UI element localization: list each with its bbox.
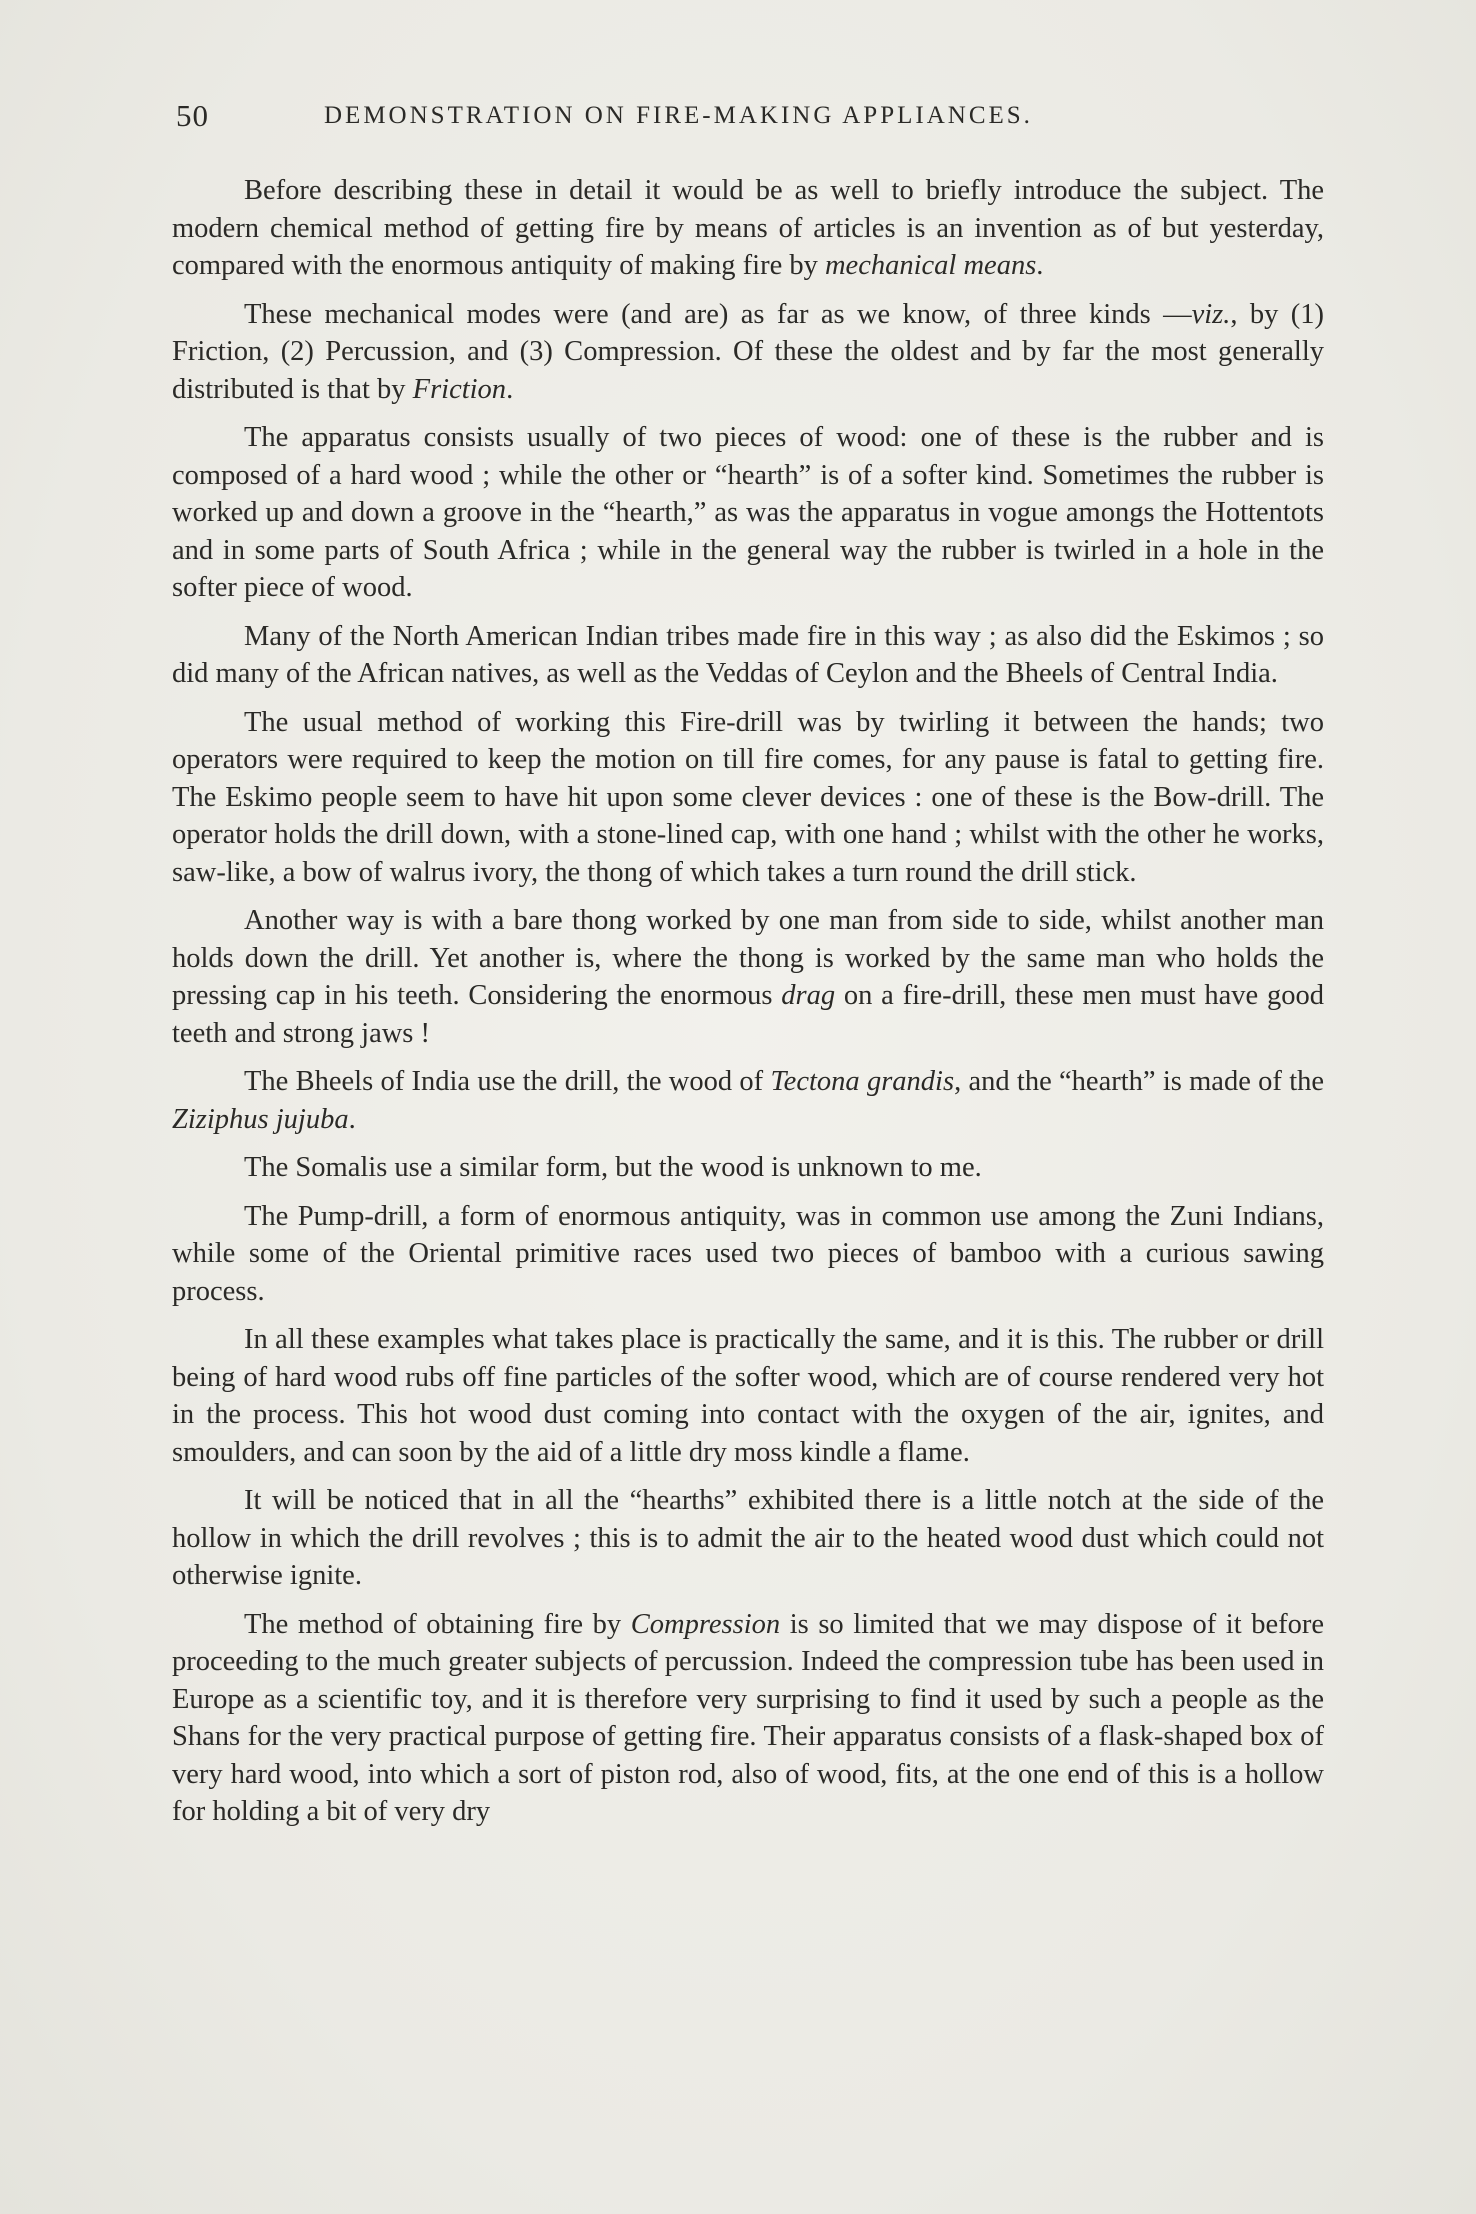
body-text <box>172 172 1324 1842</box>
running-head: DEMONSTRATION ON FIRE-MAKING APPLIANCES. <box>324 102 1033 129</box>
italic-run: drag <box>781 980 836 1011</box>
text-run: , and the “hearth” is made of the <box>954 1066 1325 1097</box>
text-run: The method of obtaining fire by <box>244 1608 631 1640</box>
italic-run: Friction <box>412 373 507 405</box>
text-run: on a fire-drill, these men must have good teeth and strong jaws ! <box>172 980 1324 1049</box>
text-run: It will be noticed that in all the “hearths” exhibited there is a little notch at the side of the hollow in which the drill revolves ; this is to admit the air to the heated wood dust which could not otherwise ignite. <box>172 1485 1324 1591</box>
italic-run: Tectona grandis <box>770 1066 955 1097</box>
text-run: . <box>348 1103 356 1135</box>
paragraph <box>172 618 1324 693</box>
text-run: The usual method of working this Fire-drill was by twirling it between the hands; two operators were required to keep the motion on till fire comes, for any pause is fatal to getting fire. The Eskimo people seem to have hit upon some clever devices : one of these is the Bow-drill. The operator holds the drill down, with a stone-lined cap, with one hand ; whilst with the other he works, saw-like, a bow of walrus ivory, the thong of which takes a turn round the drill stick. <box>172 706 1324 888</box>
text-run: . <box>506 373 514 405</box>
italic-run: viz. <box>1191 298 1231 330</box>
text-run: The Somalis use a similar form, but the wood is unknown to me. <box>244 1152 982 1183</box>
text-run: . <box>1036 250 1044 281</box>
paragraph <box>172 296 1324 409</box>
paragraph <box>172 902 1324 1052</box>
paragraph <box>172 1482 1324 1595</box>
paragraph <box>172 1321 1324 1471</box>
paragraph <box>172 1606 1324 1831</box>
text-run: In all these examples what takes place is practically the same, and it is this. The rubber or drill being of hard wood rubs off fine particles of the softer wood, which are of course rendered very hot in the process. This hot wood dust coming into contact with the oxygen of the air, ignites, and smoulders, and can soon by the aid of a little dry moss kindle a flame. <box>172 1324 1324 1468</box>
text-run: The Bheels of India use the drill, the wood of <box>244 1066 771 1097</box>
italic-run: Compression <box>630 1608 781 1640</box>
paragraph <box>172 1063 1324 1138</box>
paragraph <box>172 419 1324 607</box>
text-run: These mechanical modes were (and are) as far as we know, of three kinds — <box>244 298 1192 330</box>
paragraph <box>172 704 1324 892</box>
text-run: is so limited that we may dispose of it before proceeding to the much greater subjects of percussion. Indeed the compression tube has been used in Europe as a scientific toy, and it is therefore very surprising to find it used by such a people as the Shans for the very practical purpose of getting fire. Their apparatus consists of a flask-shaped box of very hard wood, into which a sort of piston rod, also of wood, fits, at the one end of this is a hollow for holding a bit of very dry <box>172 1608 1324 1827</box>
text-run: Before describing these in detail it would be as well to briefly introduce the subject. The modern chemical method of getting fire by means of articles is an invention as of but yesterday, compared with the enormous antiquity of making fire by <box>172 175 1324 281</box>
text-run: The apparatus consists usually of two pieces of wood: one of these is the rubber and is composed of a hard wood ; while the other or “hearth” is of a softer kind. Sometimes the rubber is worked up and down a groove in the “hearth,” as was the apparatus in vogue amongs the Hottentots and in some parts of South Africa ; while in the general way the rubber is twirled in a hole in the softer piece of wood. <box>172 422 1324 603</box>
page-number: 50 <box>176 98 209 133</box>
text-run: The Pump-drill, a form of enormous antiquity, was in common use among the Zuni Indians, while some of the Oriental primitive races used two pieces of bamboo with a curious sawing process. <box>172 1200 1324 1307</box>
page-header <box>176 98 1336 138</box>
italic-run: mechanical means <box>824 250 1037 281</box>
italic-run: Ziziphus jujuba <box>172 1103 349 1135</box>
paragraph <box>172 1149 1324 1187</box>
text-run: , by (1) Friction, (2) Percussion, and (3) Compression. Of these the oldest and by far the most generally distributed is that by <box>172 298 1325 405</box>
text-run: Another way is with a bare thong worked by one man from side to side, whilst another man holds down the drill. Yet another is, where the thong is worked by the same man who holds the pressing cap in his teeth. Considering the enormous <box>172 905 1324 1011</box>
text-run: Many of the North American Indian tribes made fire in this way ; as also did the Eskimos ; so did many of the African natives, as well as the Veddas of Ceylon and the Bheels of Central India. <box>172 620 1324 689</box>
paragraph <box>172 172 1324 285</box>
paragraph <box>172 1198 1324 1311</box>
